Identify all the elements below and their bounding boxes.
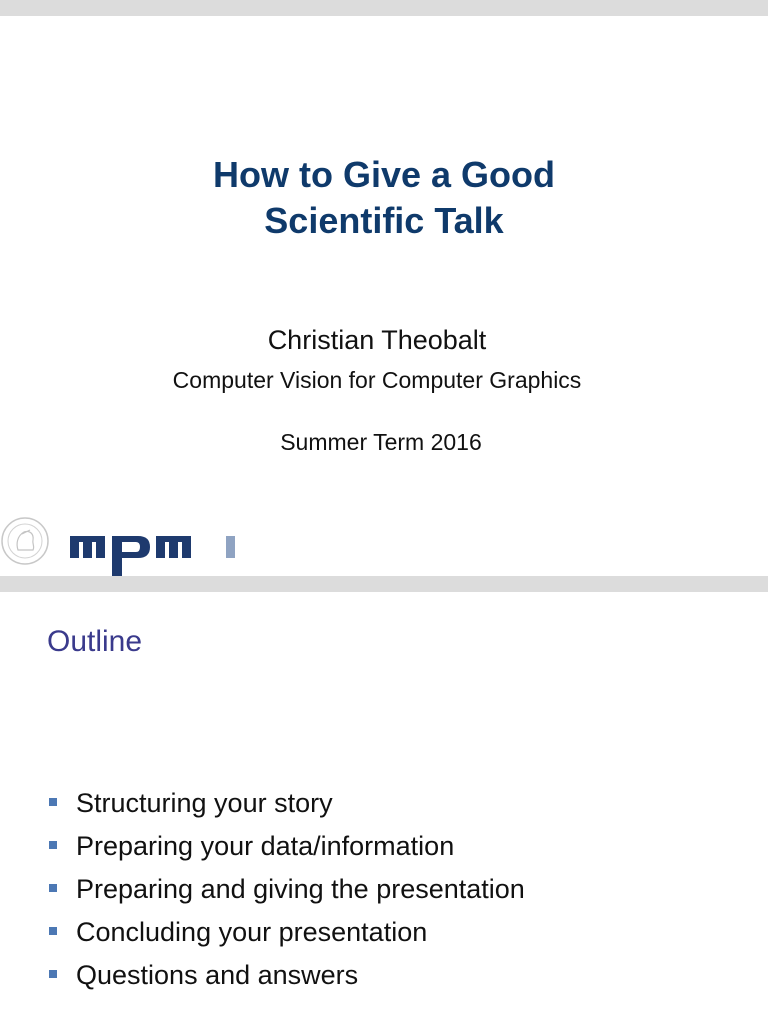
term-label: Summer Term 2016 bbox=[280, 429, 482, 455]
list-item-text: Concluding your presentation bbox=[76, 917, 428, 947]
list-item bbox=[47, 788, 525, 831]
list-item bbox=[47, 917, 525, 960]
slide-heading: Outline bbox=[47, 625, 143, 658]
list-item-text: Questions and answers bbox=[76, 960, 359, 990]
bullet-list bbox=[47, 788, 525, 1003]
bullet-square-icon bbox=[49, 798, 57, 806]
list-item bbox=[47, 831, 525, 874]
course-name: Computer Vision for Computer Graphics bbox=[172, 367, 582, 393]
author-name: Christian Theobalt bbox=[267, 325, 487, 355]
slide-title-line-1: How to Give a Good bbox=[212, 154, 556, 195]
list-item bbox=[47, 960, 525, 1003]
list-item-text: Preparing your data/information bbox=[76, 831, 455, 861]
bullet-square-icon bbox=[49, 841, 57, 849]
list-item-text: Preparing and giving the presentation bbox=[76, 874, 525, 904]
slide-title bbox=[0, 152, 768, 244]
mpi-logo-icon bbox=[68, 522, 240, 578]
page-separator bbox=[0, 576, 768, 592]
slide-title-line-2: Scientific Talk bbox=[264, 200, 504, 241]
minerva-seal-icon bbox=[0, 516, 50, 566]
bullet-square-icon bbox=[49, 927, 57, 935]
title-slide bbox=[0, 16, 768, 576]
list-item-text: Structuring your story bbox=[76, 788, 333, 818]
bullet-square-icon bbox=[49, 970, 57, 978]
outline-slide bbox=[0, 592, 768, 1024]
bullet-square-icon bbox=[49, 884, 57, 892]
page-separator bbox=[0, 0, 768, 16]
list-item bbox=[47, 874, 525, 917]
